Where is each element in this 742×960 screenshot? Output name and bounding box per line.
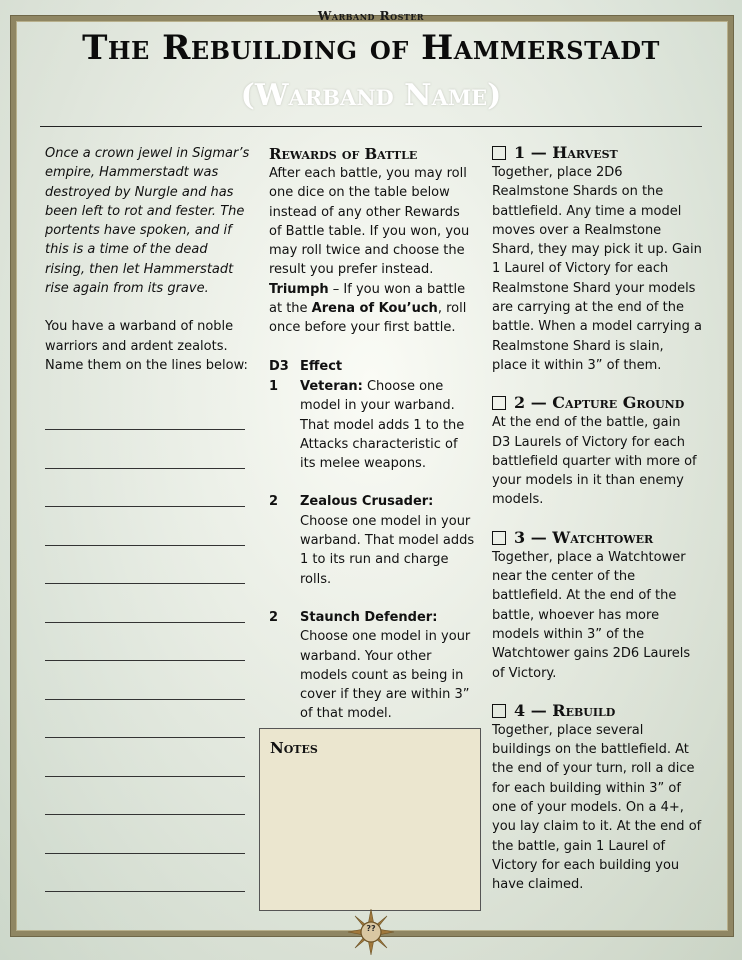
name-entry-line[interactable] xyxy=(45,814,245,815)
effect-text: Choose one model in your warband. That model adds 1 to the Attacks characteristic of its melee weapons. xyxy=(300,378,465,472)
triumph-paragraph xyxy=(269,280,475,338)
event-checkbox[interactable] xyxy=(492,531,506,545)
warband-name-placeholder: (Warband Name) xyxy=(240,78,502,113)
event-title: 3 — Watchtower xyxy=(514,527,654,547)
table-row xyxy=(269,608,475,724)
notes-box[interactable] xyxy=(259,728,481,911)
name-entry-line[interactable] xyxy=(45,853,245,854)
effect-name: Staunch Defender: xyxy=(300,609,438,625)
events-column xyxy=(492,143,702,895)
name-entry-line[interactable] xyxy=(45,622,245,623)
table-row-effect xyxy=(300,377,475,473)
event-title: 1 — Harvest xyxy=(514,143,618,162)
event-checkbox[interactable] xyxy=(492,146,506,160)
table-header-effect: Effect xyxy=(300,358,343,374)
event-text: At the end of the battle, gain D3 Laurels of Victory for each battlefield quarter with more of your models in it than enemy models. xyxy=(492,415,697,508)
intro-column xyxy=(45,144,250,375)
rewards-column xyxy=(269,144,475,724)
page-number: ?? xyxy=(366,924,376,933)
event-heading xyxy=(492,528,702,548)
name-entry-line[interactable] xyxy=(45,429,245,430)
effect-text: Choose one model in your warband. Your other models count as being in cover if they are within 3” of that model. xyxy=(300,629,471,722)
event-heading xyxy=(492,701,702,721)
page-number-badge xyxy=(347,908,395,956)
event-text: Together, place several buildings on the battlefield. At the end of your turn, roll a dice for each building within 3” of one of your models. On a 4+, you lay claim to it. At the end of the battle, gain 1 Laurel of Victory for each building you have claimed. xyxy=(492,722,702,893)
page-title: The Rebuilding of Hammerstadt xyxy=(82,28,660,68)
name-entry-line[interactable] xyxy=(45,776,245,777)
name-entry-line[interactable] xyxy=(45,737,245,738)
rewards-heading: Rewards of Battle xyxy=(269,145,418,163)
header-divider xyxy=(40,126,702,127)
effect-name: Zealous Crusader: xyxy=(300,494,434,510)
name-entry-line[interactable] xyxy=(45,545,245,546)
event-title: 2 — Capture Ground xyxy=(514,393,685,413)
table-row-roll: 2 xyxy=(269,609,279,625)
triumph-label: Triumph xyxy=(269,281,329,297)
effect-name: Veteran: xyxy=(300,378,363,394)
triumph-text-1: – If you won a battle at the xyxy=(269,281,466,317)
name-entry-line[interactable] xyxy=(45,468,245,469)
roster-label: Warband Roster xyxy=(317,9,425,23)
rewards-table-header xyxy=(269,357,475,376)
event-rebuild xyxy=(492,701,702,895)
name-lines xyxy=(45,429,245,930)
name-entry-line[interactable] xyxy=(45,583,245,584)
triumph-text-2: , roll once before your first battle. xyxy=(269,301,467,336)
notes-label: Notes xyxy=(270,739,318,757)
intro-instructions: You have a warband of noble warriors and ardent zealots. Name them on the lines below: xyxy=(45,319,248,373)
arena-name: Arena of Kou’uch xyxy=(311,301,438,317)
name-entry-line[interactable] xyxy=(45,506,245,507)
table-header-dice: D3 xyxy=(269,358,289,374)
event-watchtower xyxy=(492,528,702,683)
table-row-effect xyxy=(300,492,475,588)
event-checkbox[interactable] xyxy=(492,704,506,718)
name-entry-line[interactable] xyxy=(45,660,245,661)
event-text: Together, place a Watchtower near the center of the battlefield. At the end of the battle, whoever has more models within 3” of the Watchtower gains 2D6 Laurels of Victory. xyxy=(492,549,691,681)
event-heading xyxy=(492,393,702,413)
name-entry-line[interactable] xyxy=(45,891,245,892)
table-row-roll: 1 xyxy=(269,378,279,394)
event-checkbox[interactable] xyxy=(492,396,506,410)
table-row xyxy=(269,377,475,473)
intro-flavor-text: Once a crown jewel in Sigmar’s empire, Hammerstadt was destroyed by Nurgle and has been left to rot and fester. The portents have spoken, and if this is a time of the dead rising, then let Hammerstadt rise again from its grave. xyxy=(45,146,250,297)
effect-text: Choose one model in your warband. That model adds 1 to its run and charge rolls. xyxy=(300,513,475,587)
event-capture-ground xyxy=(492,393,702,509)
event-heading xyxy=(492,143,702,163)
table-row-roll: 2 xyxy=(269,494,279,510)
event-harvest xyxy=(492,143,702,375)
table-row-effect xyxy=(300,608,475,724)
event-text: Together, place 2D6 Realmstone Shards on the battlefield. Any time a model moves over a Realmstone Shard, they may pick it up. Gain 1 Laurel of Victory for each Realmstone Shard your models are carrying at the end of the battle. When a model carrying a Realmstone Shard is slain, place it within 3” of them. xyxy=(492,165,702,373)
rewards-body: After each battle, you may roll one dice on the table below instead of any other Rewards of Battle table. If you won, you may roll twice and choose the result you prefer instead. xyxy=(269,166,470,278)
table-row xyxy=(269,492,475,588)
name-entry-line[interactable] xyxy=(45,699,245,700)
event-title: 4 — Rebuild xyxy=(514,700,616,720)
